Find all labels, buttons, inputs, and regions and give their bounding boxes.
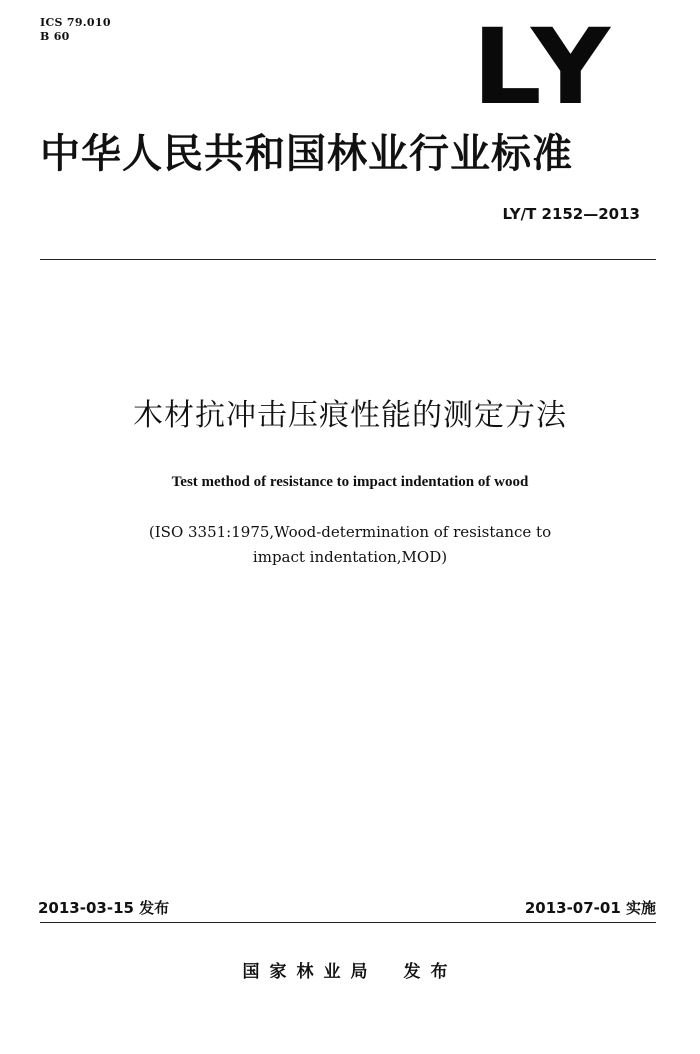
ics-code: ICS 79.010 <box>40 16 111 29</box>
chinese-title: 木材抗冲击压痕性能的测定方法 <box>133 398 567 433</box>
organization-title: 中华人民共和国林业行业标准 <box>40 131 573 177</box>
top-divider <box>40 259 656 260</box>
english-title: Test method of resistance to impact indentation of wood <box>171 474 529 490</box>
bottom-divider <box>40 922 656 923</box>
classification-codes <box>40 16 111 44</box>
iso-reference <box>0 520 700 570</box>
ccs-code: B 60 <box>40 30 70 43</box>
standard-number: LY/T 2152—2013 <box>502 205 640 223</box>
issue-date: 2013-03-15 发布 <box>38 899 170 917</box>
iso-reference-line-2: impact indentation,MOD) <box>252 548 448 566</box>
publisher-line <box>0 960 700 984</box>
iso-reference-line-1: (ISO 3351:1975,Wood-determination of resistance to <box>148 523 552 541</box>
ly-logo: LY <box>471 6 616 128</box>
publisher-action: 发布 <box>403 962 458 982</box>
implementation-date: 2013-07-01 实施 <box>524 899 656 917</box>
publisher-name: 国家林业局 <box>242 962 378 982</box>
